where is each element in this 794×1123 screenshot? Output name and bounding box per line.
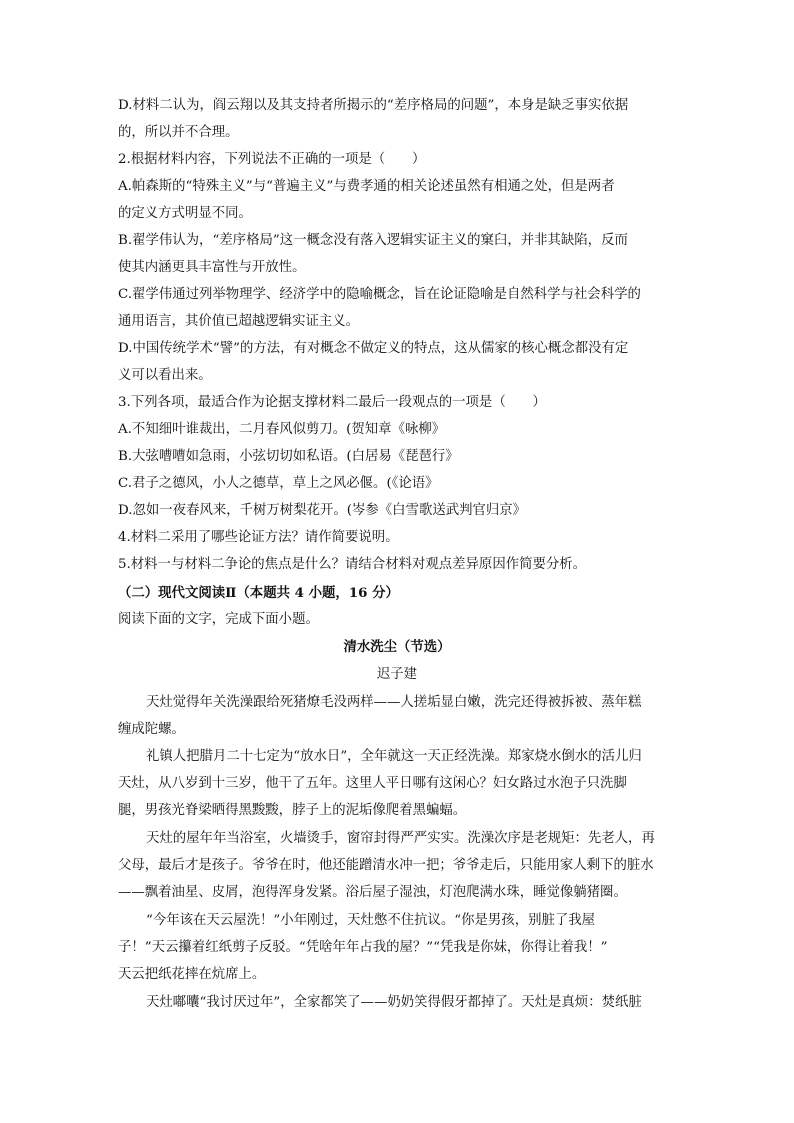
paragraph-line: 天灶，从八岁到十三岁，他干了五年。这里人平日哪有这闲心？妇女路过水泡子只洗脚	[118, 776, 627, 791]
question-5: 5.材料一与材料二争论的焦点是什么？请结合材料对观点差异原因作简要分析。	[118, 557, 587, 572]
text-line: 的定义方式明显不同。	[118, 206, 252, 221]
paragraph-line: 天灶嘟囔“我讨厌过年”，全家都笑了——奶奶笑得假牙都掉了。天灶是真烦：焚纸脏	[146, 995, 642, 1010]
text-line: 使其内涵更具丰富性与开放性。	[118, 260, 306, 275]
paragraph-line: ——飘着油星、皮屑，泡得浑身发紧。浴后屋子湿浊，灯泡爬满水珠，睡觉像躺猪圈。	[118, 885, 627, 900]
article-author: 迟子建	[376, 667, 418, 682]
question-3: 3.下列各项，最适合作为论据支撑材料二最后一段观点的一项是（ ）	[118, 395, 546, 410]
paragraph-line: 腿，男孩光脊梁晒得黑黢黢，脖子上的泥垢像爬着黑蝙蝠。	[118, 803, 467, 818]
instruction: 阅读下面的文字，完成下面小题。	[118, 612, 319, 627]
paragraph-line: 天云把纸花摔在炕席上。	[118, 967, 266, 982]
question-2: 2.根据材料内容，下列说法不正确的一项是（ ）	[118, 152, 426, 167]
paragraph-line: 天灶的屋年年当浴室，火墙烫手，窗帘封得严严实实。洗澡次序是老规矩：先老人，再	[146, 831, 655, 846]
option-a: A.不知细叶谁裁出，二月春风似剪刀。(贺知章《咏柳》	[118, 422, 446, 437]
paragraph-line: 礼镇人把腊月二十七定为“放水日”，全年就这一天正经洗澡。郑家烧水倒水的活儿归	[146, 749, 642, 764]
text-line: D.材料二认为，阎云翔以及其支持者所揭示的“差序格局的问题”，本身是缺乏事实依据	[118, 98, 629, 113]
option-c: C.君子之德风，小人之德草，草上之风必偃。(《论语》	[118, 476, 439, 491]
article-title: 清水洗尘（节选）	[343, 639, 451, 655]
paragraph-line: 天灶觉得年关洗澡跟给死猪燎毛没两样——人搓垢显白嫩，洗完还得被拆被、蒸年糕	[146, 695, 642, 710]
option-d: D.忽如一夜春风来，千树万树梨花开。(岑参《白雪歌送武判官归京》	[118, 503, 527, 518]
option-c: C.翟学伟通过列举物理学、经济学中的隐喻概念，旨在论证隐喻是自然科学与社会科学的	[118, 287, 641, 302]
question-4: 4.材料二采用了哪些论证方法？请作简要说明。	[118, 530, 399, 545]
option-b: B.翟学伟认为，“差序格局”这一概念没有落入逻辑实证主义的窠臼，并非其缺陷，反而	[118, 233, 628, 248]
text-line: 通用语言，其价值已超越逻辑实证主义。	[118, 314, 360, 329]
option-a: A.帕森斯的“特殊主义”与“普遍主义”与费孝通的相关论述虽然有相通之处，但是两者	[118, 179, 615, 194]
paragraph-line: 缠成陀螺。	[118, 722, 185, 737]
paragraph-line: “今年该在天云屋洗！”小年刚过，天灶憋不住抗议。“你是男孩，别脏了我屋	[146, 913, 596, 928]
paragraph-line: 子！”天云攥着红纸剪子反驳。“凭啥年年占我的屋？”“凭我是你妹，你得让着我！”	[118, 940, 608, 955]
section-heading: （二）现代文阅读Ⅱ（本题共 4 小题，16 分）	[118, 585, 399, 601]
text-line: 义可以看出来。	[118, 368, 212, 383]
option-b: B.大弦嘈嘈如急雨，小弦切切如私语。(白居易《琵琶行》	[118, 449, 459, 464]
option-d: D.中国传统学术“譬”的方法，有对概念不做定义的特点，这从儒家的核心概念都没有定	[118, 341, 629, 356]
paragraph-line: 父母，最后才是孩子。爷爷在时，他还能蹭清水冲一把；爷爷走后，只能用家人剩下的脏水	[118, 858, 654, 873]
text-line: 的，所以并不合理。	[118, 125, 239, 140]
